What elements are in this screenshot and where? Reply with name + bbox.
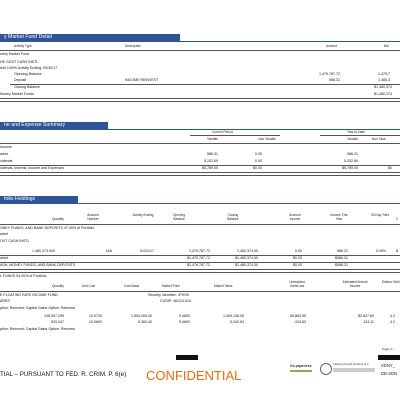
paperless-leaf-icon [290, 370, 312, 372]
col-taxable: Taxable [207, 137, 218, 141]
holding-accrued: 0.00 [295, 249, 302, 253]
section-rule [0, 203, 400, 204]
holdings-section-title: ONEY FUNDS, AND BANK DEPOSITS 47.00% of Portfolio [0, 226, 95, 230]
holdings-subsection: arket [0, 232, 8, 236]
mm-row-amount: 586.31 [329, 78, 340, 82]
money-market-section-header: y Market Fund Detail [0, 34, 180, 41]
ie-value: 0.00 [255, 152, 262, 156]
ie-total-value: $0 [388, 166, 392, 170]
col-description: Description [125, 44, 141, 48]
col-market-price: Market Price [162, 284, 180, 288]
total-accrued: $0.00 [293, 263, 302, 267]
holding-activity-ending: 01/31/17 [140, 249, 154, 253]
total-opening: $1,479,787.72 [187, 263, 210, 267]
col-closing-balance: Closing Balance [227, 213, 239, 222]
col-c: C [396, 217, 399, 221]
confidential-stamp: CONFIDENTIAL [146, 368, 242, 383]
holding-account: N/A [106, 249, 112, 253]
lot-quantity: 533.047 [51, 320, 64, 324]
black-bar-mark [378, 355, 400, 360]
ie-value: 0.00 [255, 159, 262, 163]
lot-market-price: 9.4600 [179, 320, 190, 324]
col-account-number: Account Number [87, 213, 99, 222]
col-non-taxable-ytd: Non Taxa [372, 137, 386, 141]
bates-number-1: SDNY_ [381, 363, 395, 368]
mm-total-balance: $1,480,374 [374, 92, 392, 96]
col-unit-cost: Unit Cost [82, 284, 96, 288]
lot-quantity: 148,957.299 [44, 314, 64, 318]
holding-name: E FLOATING RATE INCOME FUND [0, 293, 58, 297]
ie-total-label: vidends, Interest, Income and Expenses [0, 166, 64, 170]
mm-row-balance: 1,479,7 [378, 72, 390, 76]
mm-row-label: Closing Balance [14, 85, 40, 89]
holding-quantity: 1,480,374.000 [32, 249, 55, 253]
total-income: $586.31 [335, 263, 348, 267]
lot-cost-basis: 5,362.40 [138, 320, 152, 324]
ie-row-label: vidends [0, 159, 13, 163]
holding-opening: 1,479,787.72 [189, 249, 210, 253]
subtotal-accrued: $0.00 [293, 256, 302, 260]
col-quantity: Quantity [52, 284, 64, 288]
ie-row-label: Income [0, 145, 12, 149]
cusip: CUSIP: 48121L510 [160, 299, 191, 303]
holding-c: $ [396, 249, 398, 253]
ie-total-value: $0.00 [253, 166, 262, 170]
subtotal-income: $586.31 [335, 256, 348, 260]
section-rule [0, 41, 400, 42]
col-amount: Amount [326, 44, 337, 48]
lot-unit-cost: 10.0600 [89, 320, 102, 324]
lot-unrealized: -319.63 [293, 320, 306, 324]
col-est-yield: Estima Yield [382, 280, 400, 284]
ie-value: 586.31 [207, 152, 218, 156]
mm-row-balance: $1,480,374 [374, 85, 392, 89]
col-unrealized: Unrealized Gain/Loss [289, 280, 305, 289]
holdings-section-title: L FUNDS 53.00% of Portfolio [0, 274, 47, 278]
security-identifier: Security Identifier: JFHSX [148, 293, 190, 297]
holdings-section-header: folio Holdings [0, 196, 78, 203]
seal-icon [320, 363, 332, 375]
lot-unrealized: -90,863.95 [288, 314, 306, 318]
col-accrued-income: Accrued Income [289, 213, 301, 222]
mm-row-amount: 1,479,787.72 [319, 72, 340, 76]
ie-value: 5,202.69 [344, 159, 358, 163]
fund-yield: ield 0.50% Activity Ending: 09/30/17 [0, 66, 58, 70]
lot-est-income: 124.11 [363, 320, 374, 324]
row-rule [10, 84, 400, 85]
mm-row-label: Opening Balance [14, 72, 42, 76]
subtotal-closing: $1,480,374.00 [235, 256, 258, 260]
clearing-logo-text: Clearing through Pershing LLC [333, 363, 369, 366]
mm-row-balance: 1,480,3 [378, 78, 390, 82]
col-quantity: Quantity [52, 217, 64, 221]
lot-unit-cost: 10.0700 [89, 314, 102, 318]
total-rule [0, 98, 400, 102]
holding-name: OVT CASH INSTL [0, 239, 30, 243]
header-rule [0, 143, 400, 144]
holding-yield: 0.49% [375, 249, 386, 253]
total-rule [0, 172, 400, 176]
subtotal-label: arket [0, 256, 8, 260]
col-cost-basis: Cost Basis [124, 284, 140, 288]
page-number: Page 2 / [382, 347, 394, 351]
subtotal-opening: $1,479,787.72 [187, 256, 210, 260]
header-rule [0, 291, 400, 292]
col-opening-balance: Opening Balance [172, 213, 186, 222]
group-rule [190, 135, 280, 136]
reinvest-option: ption: Reinvest; Capital Gains Option: Reinvest [0, 306, 75, 310]
col-non-taxable: Non Taxable [258, 137, 276, 141]
fund-name: HE GOVT CASH INSTL [0, 60, 39, 64]
ie-total-value: $5,789.00 [202, 166, 218, 170]
holding-type: ARES [0, 299, 10, 303]
col-activity-ending: Activity Ending [132, 213, 154, 217]
confidential-notice: TIAL – PURSUANT TO FED. R. CRIM. P. 6(e) [0, 371, 127, 378]
reinvest-option: ption: Reinvest; Capital Gains Option: Reinvest [0, 327, 75, 331]
col-30-day-yield: 30-Day Yield [370, 213, 390, 217]
col-balance: Bal [384, 44, 389, 48]
lot-market-value: 5,042.63 [230, 320, 244, 324]
lot-est-yield: 4.2 [390, 320, 395, 324]
fine-print-block [333, 368, 375, 374]
col-income-this-year: Income This Year [330, 213, 348, 222]
lot-est-yield: 4.2 [390, 314, 395, 318]
col-activity-type: Activity Type [14, 44, 32, 48]
ie-row-label: arket [0, 152, 8, 156]
group-rule [320, 135, 400, 136]
holding-closing: 1,480,374.00 [237, 249, 258, 253]
total-closing: $1,480,374.00 [235, 263, 258, 267]
black-bar-mark [176, 355, 198, 360]
ie-total-value: $5,789.00 [342, 166, 358, 170]
bates-number-2: DB-SDN [381, 371, 398, 376]
group-year-to-date: Year-to-Date [347, 130, 365, 134]
mm-total-label: Money Market Funds [0, 92, 34, 96]
go-paperless-logo: Go paperless [290, 364, 312, 368]
mm-row-label: Deposit [14, 78, 27, 82]
income-expense-section-header: ne and Expense Summary [0, 122, 108, 129]
col-market-value: Market Value [214, 284, 233, 288]
col-taxable-ytd: Taxable [347, 137, 358, 141]
section-rule [0, 129, 400, 130]
lot-cost-basis: 1,500,000.00 [131, 314, 152, 318]
holding-income-ytd: 586.31 [337, 249, 348, 253]
fund-title: oney Market Fund [0, 52, 29, 56]
header-rule [0, 224, 400, 225]
group-current-period: Current Period [212, 130, 233, 134]
ie-value: 586.31 [347, 152, 358, 156]
lot-market-price: 9.4600 [179, 314, 190, 318]
col-est-income: Estimated Annual Income [342, 280, 368, 289]
total-label: ASH, MONEY FUNDS, AND BANK DEPOSITS [0, 263, 76, 267]
lot-market-value: 1,409,136.05 [223, 314, 244, 318]
total-rule [0, 269, 400, 273]
header-rule [0, 50, 400, 51]
ie-value: 5,202.69 [204, 159, 218, 163]
mm-row-desc: INCOME REINVEST [125, 78, 159, 82]
lot-est-income: $2,627.60 [358, 314, 374, 318]
